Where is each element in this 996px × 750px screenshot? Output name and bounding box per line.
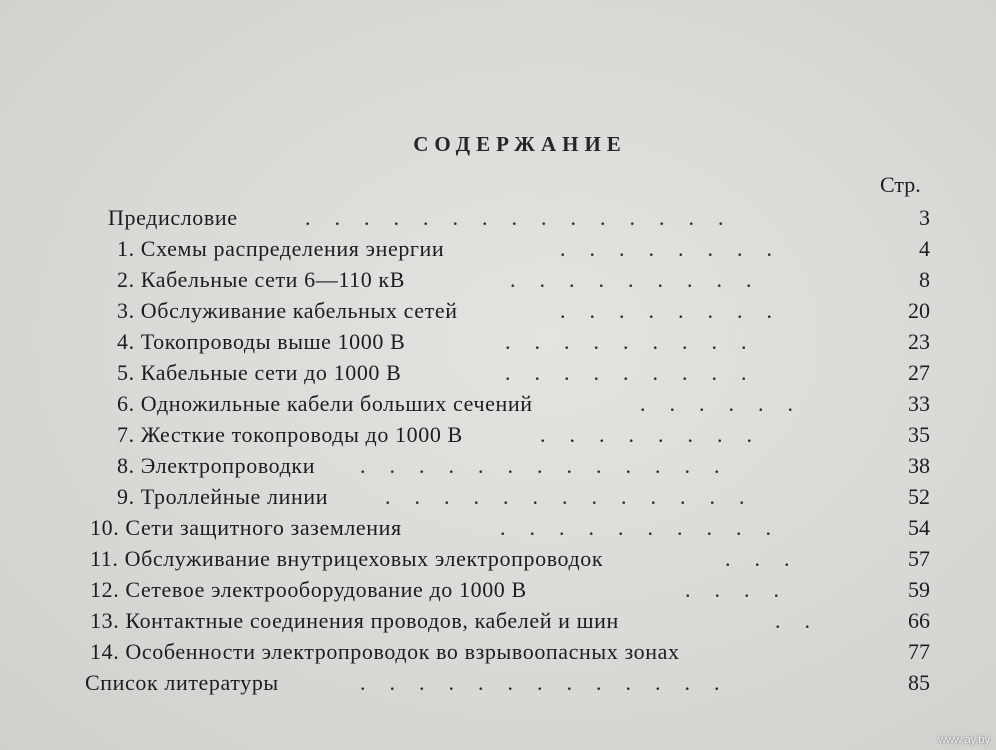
toc-entry bbox=[0, 358, 996, 388]
dot-leader: ............. bbox=[360, 453, 744, 478]
dot-leader: ......... bbox=[505, 360, 771, 385]
toc-page-number: 3 bbox=[919, 205, 930, 230]
toc-entry-title: 7. Жесткие токопроводы до 1000 В bbox=[117, 422, 463, 447]
toc-entry bbox=[0, 668, 996, 698]
toc-entry-title: 12. Сетевое электрооборудование до 1000 В bbox=[90, 577, 527, 602]
dot-leader: .......... bbox=[500, 515, 795, 540]
toc-entry-title: 6. Одножильные кабели больших сечений bbox=[117, 391, 533, 416]
toc-entry-title: 14. Особенности электропроводок во взрывоопасных зонах bbox=[90, 639, 680, 664]
toc-entry-title: 11. Обслуживание внутрицеховых электропроводок bbox=[90, 546, 604, 571]
toc-page-number: 33 bbox=[908, 391, 930, 416]
toc-entry bbox=[0, 296, 996, 326]
toc-entry bbox=[0, 389, 996, 419]
toc-page-number: 35 bbox=[908, 422, 930, 447]
dot-leader: ........ bbox=[540, 422, 776, 447]
dot-leader: ......... bbox=[510, 267, 776, 292]
toc-page-number: 59 bbox=[908, 577, 930, 602]
contents-title: СОДЕРЖАНИЕ bbox=[413, 132, 627, 156]
dot-leader: .. bbox=[775, 608, 834, 633]
toc-entry bbox=[0, 451, 996, 481]
toc-page-number: 77 bbox=[908, 639, 930, 664]
toc-entry-title: 1. Схемы распределения энергии bbox=[117, 236, 445, 261]
toc-page-number: 85 bbox=[908, 670, 930, 695]
dot-leader: ... bbox=[725, 546, 814, 571]
toc-entry bbox=[0, 513, 996, 543]
dot-leader: ............. bbox=[385, 484, 769, 509]
toc-page-number: 52 bbox=[908, 484, 930, 509]
toc-entry bbox=[0, 544, 996, 574]
toc-page-number: 27 bbox=[908, 360, 930, 385]
toc-entry-title: 2. Кабельные сети 6—110 кВ bbox=[117, 267, 405, 292]
toc-entry-title: 8. Электропроводки bbox=[117, 453, 316, 478]
toc-page-number: 57 bbox=[908, 546, 930, 571]
toc-page-number: 66 bbox=[908, 608, 930, 633]
toc-entry bbox=[0, 575, 996, 605]
dot-leader: ......... bbox=[505, 329, 771, 354]
toc-entry-title: 5. Кабельные сети до 1000 В bbox=[117, 360, 402, 385]
toc-entry bbox=[0, 482, 996, 512]
watermark-text: www.ay.by bbox=[938, 734, 990, 746]
dot-leader: ............... bbox=[305, 205, 748, 230]
toc-page-number: 4 bbox=[919, 236, 930, 261]
dot-leader: ........ bbox=[560, 298, 796, 323]
toc-entry bbox=[0, 606, 996, 636]
toc-entry-title: Предисловие bbox=[108, 205, 238, 230]
toc-entry-title: 3. Обслуживание кабельных сетей bbox=[117, 298, 458, 323]
toc-page-number: 8 bbox=[919, 267, 930, 292]
toc-entry bbox=[0, 420, 996, 450]
dot-leader: ........ bbox=[560, 236, 796, 261]
toc-entry bbox=[0, 203, 996, 233]
toc-entry-title: 4. Токопроводы выше 1000 В bbox=[117, 329, 406, 354]
toc-page-number: 38 bbox=[908, 453, 930, 478]
toc-page-number: 20 bbox=[908, 298, 930, 323]
toc-page-number: 54 bbox=[908, 515, 930, 540]
dot-leader: ............. bbox=[360, 670, 744, 695]
toc-entry bbox=[0, 265, 996, 295]
toc-page-number: 23 bbox=[908, 329, 930, 354]
toc-entry-title: 13. Контактные соединения проводов, кабелей и шин bbox=[90, 608, 619, 633]
page-column-header: Стр. bbox=[880, 172, 921, 197]
toc-entry bbox=[0, 234, 996, 264]
toc-entry bbox=[0, 637, 996, 667]
toc-entry bbox=[0, 327, 996, 357]
toc-entry-title: 10. Сети защитного заземления bbox=[90, 515, 402, 540]
dot-leader: .... bbox=[685, 577, 803, 602]
dot-leader: ...... bbox=[640, 391, 817, 416]
toc-entry-title: Список литературы bbox=[85, 670, 279, 695]
toc-entry-title: 9. Троллейные линии bbox=[117, 484, 329, 509]
